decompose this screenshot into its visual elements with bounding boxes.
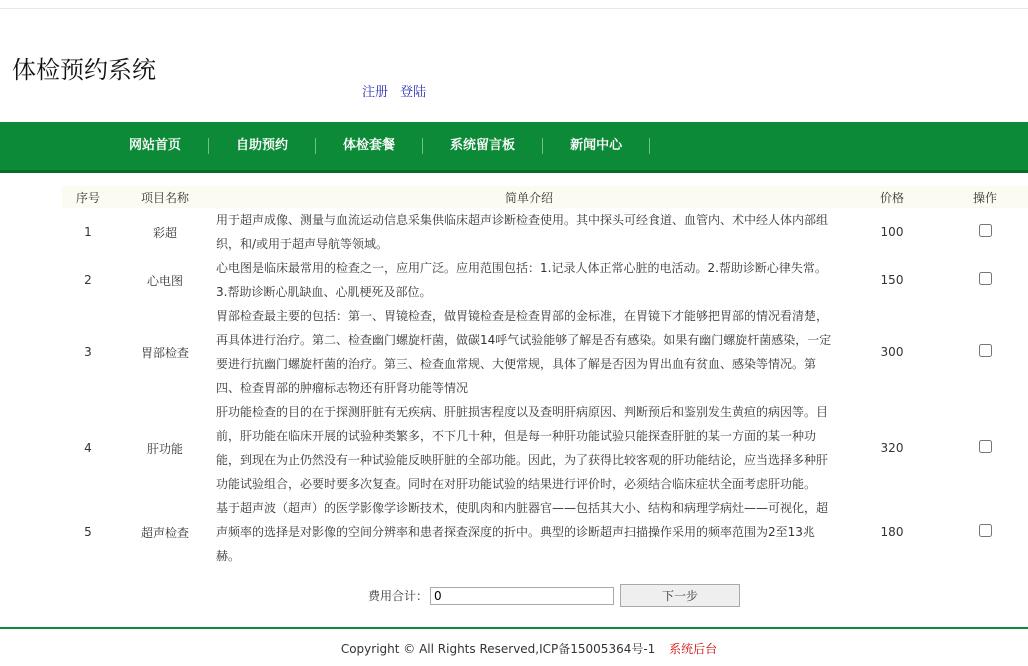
row-description: 基于超声波（超声）的医学影像学诊断技术，使肌肉和内脏器官——包括其大小、结构和病理学病灶——可视化，超声频率的选择是对影像的空间分辨率和患者探查深度的折中。典型的诊断超声扫描操作采用的频率范围为2至13兆赫。 [216, 501, 829, 563]
column-header-action: 操作 [972, 190, 997, 205]
row-index: 2 [84, 273, 92, 287]
row-select-checkbox[interactable] [979, 440, 992, 453]
auth-links [362, 81, 434, 100]
row-description: 胃部检查最主要的包括：第一、胃镜检查，做胃镜检查是检查胃部的金标准，在胃镜下才能够把胃部的情况看清楚，再具体进行治疗。第二、检查幽门螺旋杆菌，做碳14呼气试验能够了解是否有感染。如果有幽门螺旋杆菌感染，一定要进行抗幽门螺旋杆菌的治疗。第三、检查血常规、大便常规，具体了解是否因为胃出血有贫血、感染等情况。第四、检查胃部的肿瘤标志物还有肝肾功能等情况 [216, 309, 832, 395]
register-link[interactable]: 注册 [362, 85, 389, 100]
column-header-index: 序号 [75, 190, 100, 205]
row-action [942, 208, 1028, 256]
row-index: 3 [84, 345, 92, 359]
row-price: 300 [880, 345, 904, 359]
login-link[interactable]: 登陆 [400, 85, 427, 100]
table-row [62, 400, 1028, 496]
total-input[interactable] [430, 587, 614, 605]
main-navbar [0, 122, 1028, 173]
row-action [942, 256, 1028, 304]
table-header-row [62, 186, 1028, 208]
nav-list [0, 122, 1028, 170]
row-select-checkbox[interactable] [979, 272, 992, 285]
row-description: 心电图是临床最常用的检查之一，应用广泛。应用范围包括：1.记录人体正常心脏的电活动。2.帮助诊断心律失常。3.帮助诊断心肌缺血、心肌梗死及部位。 [216, 261, 827, 299]
column-header-price: 价格 [879, 190, 904, 205]
column-header-name: 项目名称 [140, 190, 189, 205]
row-price: 180 [880, 525, 904, 539]
table-row [62, 208, 1028, 256]
nav-item-packages[interactable]: 体检套餐 [316, 138, 423, 154]
nav-item-home[interactable]: 网站首页 [102, 138, 209, 154]
top-divider [0, 8, 1028, 9]
next-step-button[interactable]: 下一步 [620, 584, 740, 607]
row-action [942, 400, 1028, 496]
row-name: 超声检查 [140, 525, 189, 540]
footer-divider [0, 627, 1028, 629]
row-name: 肝功能 [146, 441, 183, 456]
site-title: 体检预约系统 [12, 56, 156, 84]
row-name: 心电图 [146, 273, 183, 288]
row-description: 用于超声成像、测量与血流运动信息采集供临床超声诊断检查使用。其中探头可经食道、血管内、术中经人体内部组织，和/或用于超声导航等领域。 [216, 213, 829, 251]
row-name: 彩超 [152, 225, 177, 240]
footer [0, 640, 1028, 657]
admin-link[interactable]: 系统后台 [669, 642, 718, 656]
nav-item-guestbook[interactable]: 系统留言板 [423, 138, 543, 154]
row-action [942, 496, 1028, 568]
row-select-checkbox[interactable] [979, 224, 992, 237]
row-select-checkbox[interactable] [979, 524, 992, 537]
row-index: 1 [84, 225, 92, 239]
exam-items-table [62, 186, 1028, 568]
total-form [368, 584, 740, 607]
nav-item-booking[interactable]: 自助预约 [209, 138, 316, 154]
row-name: 胃部检查 [140, 345, 189, 360]
copyright-text: Copyright © All Rights Reserved,ICP备15005364号-1 [340, 642, 656, 656]
row-price: 150 [880, 273, 904, 287]
row-index: 4 [84, 441, 92, 455]
nav-item-news[interactable]: 新闻中心 [543, 138, 650, 154]
row-action [942, 304, 1028, 400]
column-header-description: 简单介绍 [504, 190, 553, 205]
row-description: 肝功能检查的目的在于探测肝脏有无疾病、肝脏损害程度以及查明肝病原因、判断预后和鉴别发生黄疸的病因等。目前，肝功能在临床开展的试验种类繁多，不下几十种，但是每一种肝功能试验只能探查肝脏的某一方面的某一种功能，到现在为止仍然没有一种试验能反映肝脏的全部功能。因此，为了获得比较客观的肝功能结论，应当选择多种肝功能试验组合，必要时要多次复查。同时在对肝功能试验的结果进行评价时，必须结合临床症状全面考虑肝功能。 [216, 405, 829, 491]
table-row [62, 256, 1028, 304]
row-price: 320 [880, 441, 904, 455]
row-index: 5 [84, 525, 92, 539]
total-label: 费用合计： [368, 589, 429, 603]
table-row [62, 496, 1028, 568]
row-select-checkbox[interactable] [979, 344, 992, 357]
table-row [62, 304, 1028, 400]
row-price: 100 [880, 225, 904, 239]
